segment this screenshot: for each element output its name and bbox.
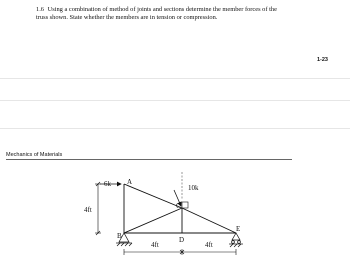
right-angle-mark xyxy=(182,202,188,208)
page-number: 1-23 xyxy=(316,57,328,63)
roller-support xyxy=(229,233,243,247)
node-label-c: C xyxy=(176,202,181,210)
dim-label-height: 4ft xyxy=(84,206,92,214)
height-dimension xyxy=(95,182,101,235)
span-dimension xyxy=(124,249,236,255)
load-label-6k: 6k xyxy=(104,180,111,188)
member-ac xyxy=(124,184,182,208)
load-label-10k: 10k xyxy=(188,184,199,192)
footer-label: Mechanics of Materials xyxy=(6,152,63,158)
problem-number: 1.6 xyxy=(36,6,44,13)
problem-text-line-2: truss shown. State whether the members are in tension or compression. xyxy=(36,14,218,21)
member-bc xyxy=(124,208,182,233)
node-label-b: B xyxy=(117,232,122,240)
dim-label-span-right: 4ft xyxy=(205,241,213,249)
problem-text-line-1: Using a combination of method of joints and sections determine the member forces of the xyxy=(47,6,277,13)
node-label-a: A xyxy=(127,178,133,186)
node-label-d: D xyxy=(179,236,185,244)
dim-label-span-left: 4ft xyxy=(151,241,159,249)
node-label-e: E xyxy=(236,225,241,233)
member-ce xyxy=(182,208,236,233)
